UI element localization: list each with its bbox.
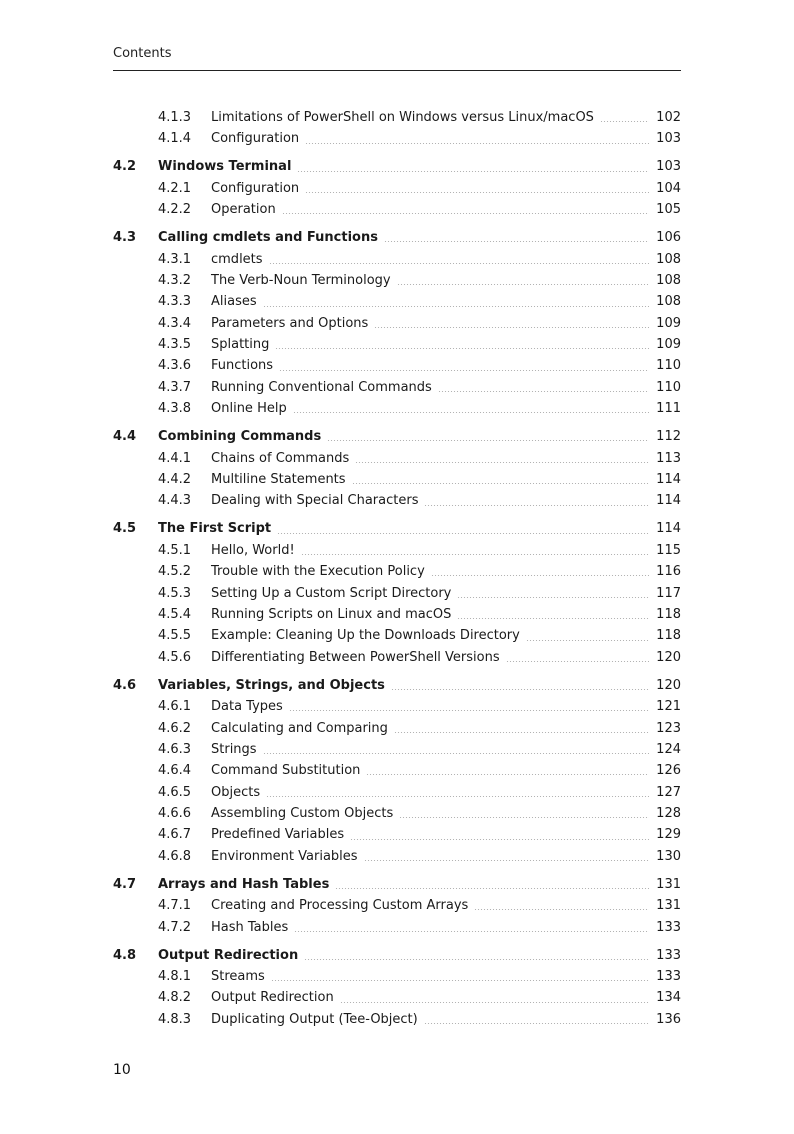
toc-subsection-entry[interactable]	[113, 987, 681, 1008]
toc-entry-title: Configuration	[211, 180, 300, 196]
toc-entry-page: 123	[656, 720, 681, 736]
dot-leader	[305, 143, 649, 144]
toc-subsection-entry[interactable]	[113, 647, 681, 668]
toc-entry-title: Setting Up a Custom Script Directory	[211, 585, 452, 601]
toc-subsection-entry[interactable]	[113, 625, 681, 646]
dot-leader	[384, 241, 649, 242]
toc-entry-number: 4.3.8	[158, 401, 192, 417]
toc-entry-page: 110	[656, 379, 681, 395]
dot-leader	[340, 1002, 649, 1003]
toc-entry-title: Configuration	[211, 131, 300, 147]
toc-entry-title: Splatting	[211, 337, 270, 353]
toc-entry-page: 114	[656, 493, 681, 509]
toc-entry-title: Running Conventional Commands	[211, 379, 432, 395]
toc-subsection-entry[interactable]	[113, 604, 681, 625]
toc-entry-page: 136	[656, 1011, 681, 1027]
dot-leader	[289, 710, 649, 711]
toc-entry-page: 103	[656, 131, 681, 147]
toc-entry-title: Hash Tables	[211, 919, 289, 935]
toc-entry-number: 4.4.3	[158, 493, 192, 509]
toc-subsection-entry[interactable]	[113, 718, 681, 739]
toc-entry-page: 128	[656, 806, 681, 822]
toc-subsection-entry[interactable]	[113, 128, 681, 149]
toc-entry-title: Parameters and Options	[211, 315, 369, 331]
toc-entry-page: 129	[656, 827, 681, 843]
toc-entry-title: Dealing with Special Characters	[211, 493, 419, 509]
toc-entry-number: 4.1.4	[158, 131, 192, 147]
toc-entry-number: 4.6.1	[158, 699, 192, 715]
toc-section-entry[interactable]	[113, 426, 681, 447]
dot-leader	[526, 640, 649, 641]
toc-entry-number: 4.6.7	[158, 827, 192, 843]
dot-leader	[282, 213, 649, 214]
toc-subsection-entry[interactable]	[113, 249, 681, 270]
toc-subsection-entry[interactable]	[113, 917, 681, 938]
toc-entry-title: Multiline Statements	[211, 472, 346, 488]
toc-subsection-entry[interactable]	[113, 490, 681, 511]
toc-subsection-entry[interactable]	[113, 696, 681, 717]
toc-entry-title: Functions	[211, 358, 274, 374]
dot-leader	[269, 263, 649, 264]
dot-leader	[438, 391, 649, 392]
toc-section-entry[interactable]	[113, 227, 681, 248]
toc-entry-page: 118	[656, 628, 681, 644]
toc-entry-number: 4.6.8	[158, 848, 192, 864]
toc-entry-page: 126	[656, 763, 681, 779]
toc-entry-page: 108	[656, 294, 681, 310]
toc-subsection-entry[interactable]	[113, 895, 681, 916]
dot-leader	[263, 306, 649, 307]
toc-entry-title: Differentiating Between PowerShell Versions	[211, 649, 500, 665]
toc-section-entry[interactable]	[113, 675, 681, 696]
toc-entry-number: 4.5.5	[158, 628, 192, 644]
table-of-contents	[113, 107, 681, 1030]
dot-leader	[277, 533, 649, 534]
header-rule	[113, 70, 681, 71]
dot-leader	[352, 483, 649, 484]
toc-entry-page: 105	[656, 202, 681, 218]
toc-subsection-entry[interactable]	[113, 291, 681, 312]
toc-entry-page: 130	[656, 848, 681, 864]
toc-entry-number: 4.7.1	[158, 898, 192, 914]
toc-subsection-entry[interactable]	[113, 540, 681, 561]
dot-leader	[279, 370, 649, 371]
toc-entry-page: 114	[656, 472, 681, 488]
toc-entry-page: 111	[656, 401, 681, 417]
dot-leader	[394, 732, 649, 733]
toc-section-entry[interactable]	[113, 945, 681, 966]
toc-subsection-entry[interactable]	[113, 355, 681, 376]
dot-leader	[335, 888, 649, 889]
toc-entry-number: 4.3.2	[158, 272, 192, 288]
toc-entry-page: 112	[656, 429, 681, 445]
toc-entry-page: 109	[656, 315, 681, 331]
toc-subsection-entry[interactable]	[113, 803, 681, 824]
toc-entry-page: 114	[656, 521, 681, 537]
dot-leader	[293, 412, 649, 413]
toc-entry-number: 4.3.3	[158, 294, 192, 310]
toc-entry-page: 133	[656, 919, 681, 935]
toc-entry-number: 4.6.5	[158, 784, 192, 800]
toc-entry-number: 4.8.3	[158, 1011, 192, 1027]
toc-entry-number: 4.8.2	[158, 990, 192, 1006]
toc-section-entry[interactable]	[113, 874, 681, 895]
toc-entry-number: 4.2	[113, 159, 137, 175]
toc-entry-page: 116	[656, 564, 681, 580]
toc-entry-title: Limitations of PowerShell on Windows versus Linux/macOS	[211, 110, 594, 125]
toc-subsection-entry[interactable]	[113, 469, 681, 490]
toc-entry-number: 4.8	[113, 947, 137, 963]
toc-entry-title: Command Substitution	[211, 763, 361, 779]
toc-entry-number: 4.8.1	[158, 969, 192, 984]
dot-leader	[294, 931, 649, 932]
dot-leader	[506, 661, 649, 662]
dot-leader	[301, 554, 649, 555]
toc-entry-page: 121	[656, 699, 681, 715]
toc-subsection-entry[interactable]	[113, 178, 681, 199]
toc-entry-page: 118	[656, 606, 681, 622]
toc-subsection-entry[interactable]	[113, 824, 681, 845]
toc-entry-page: 134	[656, 990, 681, 1006]
toc-subsection-entry[interactable]	[113, 561, 681, 582]
toc-subsection-entry[interactable]	[113, 107, 681, 128]
toc-entry-title: Hello, World!	[211, 542, 295, 558]
toc-entry-title: Calculating and Comparing	[211, 720, 388, 736]
toc-entry-title: The First Script	[158, 521, 272, 537]
toc-entry-number: 4.7.2	[158, 919, 192, 935]
dot-leader	[600, 121, 649, 122]
toc-entry-number: 4.3.5	[158, 337, 192, 353]
toc-entry-page: 133	[656, 969, 681, 984]
toc-entry-title: Data Types	[211, 699, 283, 715]
toc-entry-title: Running Scripts on Linux and macOS	[211, 606, 452, 622]
dot-leader	[424, 505, 649, 506]
toc-entry-title: Chains of Commands	[211, 450, 350, 466]
toc-entry-number: 4.4.2	[158, 472, 192, 488]
dot-leader	[364, 860, 649, 861]
dot-leader	[263, 753, 649, 754]
dot-leader	[424, 1023, 649, 1024]
dot-leader	[397, 284, 649, 285]
dot-leader	[457, 618, 649, 619]
toc-entry-number: 4.4.1	[158, 450, 192, 466]
toc-entry-number: 4.5	[113, 521, 137, 537]
page-number: 10	[113, 1062, 131, 1078]
toc-entry-page: 131	[656, 876, 681, 892]
toc-entry-number: 4.5.2	[158, 564, 192, 580]
toc-entry-number: 4.6.2	[158, 720, 192, 736]
toc-subsection-entry[interactable]	[113, 377, 681, 398]
toc-entry-title: Variables, Strings, and Objects	[158, 677, 385, 693]
toc-entry-number: 4.5.1	[158, 542, 192, 558]
dot-leader	[431, 575, 649, 576]
toc-entry-page: 106	[656, 230, 681, 246]
toc-subsection-entry[interactable]	[113, 448, 681, 469]
toc-entry-page: 113	[656, 450, 681, 466]
toc-section-entry[interactable]	[113, 156, 681, 177]
toc-entry-page: 124	[656, 741, 681, 757]
toc-entry-number: 4.3.4	[158, 315, 192, 331]
toc-subsection-entry[interactable]	[113, 398, 681, 419]
toc-entry-title: Output Redirection	[211, 990, 334, 1006]
toc-entry-number: 4.3	[113, 230, 137, 246]
toc-entry-page: 109	[656, 337, 681, 353]
toc-subsection-entry[interactable]	[113, 583, 681, 604]
toc-subsection-entry[interactable]	[113, 313, 681, 334]
toc-entry-title: Duplicating Output (Tee-Object)	[211, 1011, 418, 1027]
toc-subsection-entry[interactable]	[113, 199, 681, 220]
toc-subsection-entry[interactable]	[113, 782, 681, 803]
toc-entry-number: 4.6.3	[158, 741, 192, 757]
toc-entry-title: Output Redirection	[158, 947, 299, 963]
toc-entry-number: 4.3.6	[158, 358, 192, 374]
toc-subsection-entry[interactable]	[113, 966, 681, 987]
toc-entry-number: 4.4	[113, 429, 137, 445]
toc-subsection-entry[interactable]	[113, 846, 681, 867]
toc-entry-title: Strings	[211, 741, 257, 757]
toc-entry-page: 120	[656, 677, 681, 693]
toc-entry-page: 131	[656, 898, 681, 914]
dot-leader	[366, 774, 649, 775]
toc-entry-page: 115	[656, 542, 681, 558]
dot-leader	[304, 959, 649, 960]
running-header: Contents	[113, 46, 172, 61]
toc-entry-number: 4.6.6	[158, 806, 192, 822]
toc-entry-title: Calling cmdlets and Functions	[158, 230, 378, 246]
toc-subsection-entry[interactable]	[113, 1009, 681, 1030]
toc-entry-title: Streams	[211, 969, 265, 984]
toc-entry-title: Objects	[211, 784, 261, 800]
toc-entry-page: 117	[656, 585, 681, 601]
toc-entry-title: Online Help	[211, 401, 287, 417]
toc-entry-title: Operation	[211, 202, 276, 218]
toc-entry-title: Environment Variables	[211, 848, 358, 864]
toc-entry-page: 110	[656, 358, 681, 374]
toc-section-entry[interactable]	[113, 518, 681, 539]
toc-entry-title: Combining Commands	[158, 429, 322, 445]
dot-leader	[355, 462, 649, 463]
toc-entry-title: The Verb-Noun Terminology	[211, 272, 391, 288]
toc-entry-page: 127	[656, 784, 681, 800]
toc-entry-number: 4.7	[113, 876, 137, 892]
toc-entry-page: 102	[656, 110, 681, 125]
toc-subsection-entry[interactable]	[113, 270, 681, 291]
toc-entry-title: Aliases	[211, 294, 257, 310]
toc-subsection-entry[interactable]	[113, 334, 681, 355]
dot-leader	[266, 796, 649, 797]
toc-entry-page: 120	[656, 649, 681, 665]
toc-entry-page: 108	[656, 251, 681, 267]
toc-entry-title: Trouble with the Execution Policy	[211, 564, 425, 580]
toc-entry-title: Example: Cleaning Up the Downloads Directory	[211, 628, 520, 644]
toc-entry-title: cmdlets	[211, 251, 263, 267]
toc-entry-title: Predefined Variables	[211, 827, 345, 843]
dot-leader	[305, 192, 649, 193]
dot-leader	[275, 348, 649, 349]
toc-entry-page: 103	[656, 159, 681, 175]
toc-entry-title: Arrays and Hash Tables	[158, 876, 330, 892]
toc-entry-page: 133	[656, 947, 681, 963]
toc-entry-number: 4.5.6	[158, 649, 192, 665]
toc-entry-title: Assembling Custom Objects	[211, 806, 394, 822]
toc-subsection-entry[interactable]	[113, 739, 681, 760]
toc-entry-number: 4.6	[113, 677, 137, 693]
toc-entry-page: 104	[656, 180, 681, 196]
dot-leader	[374, 327, 649, 328]
toc-entry-title: Creating and Processing Custom Arrays	[211, 898, 469, 914]
toc-entry-number: 4.2.2	[158, 202, 192, 218]
toc-entry-number: 4.1.3	[158, 110, 192, 125]
toc-entry-number: 4.5.3	[158, 585, 192, 601]
dot-leader	[457, 597, 649, 598]
toc-entry-title: Windows Terminal	[158, 159, 292, 175]
dot-leader	[327, 440, 649, 441]
dot-leader	[350, 839, 649, 840]
toc-entry-page: 108	[656, 272, 681, 288]
dot-leader	[399, 817, 649, 818]
dot-leader	[271, 980, 649, 981]
toc-entry-number: 4.5.4	[158, 606, 192, 622]
toc-entry-number: 4.6.4	[158, 763, 192, 779]
toc-entry-number: 4.2.1	[158, 180, 192, 196]
dot-leader	[297, 171, 649, 172]
toc-entry-number: 4.3.1	[158, 251, 192, 267]
toc-entry-number: 4.3.7	[158, 379, 192, 395]
dot-leader	[391, 689, 649, 690]
dot-leader	[474, 909, 649, 910]
toc-subsection-entry[interactable]	[113, 760, 681, 781]
